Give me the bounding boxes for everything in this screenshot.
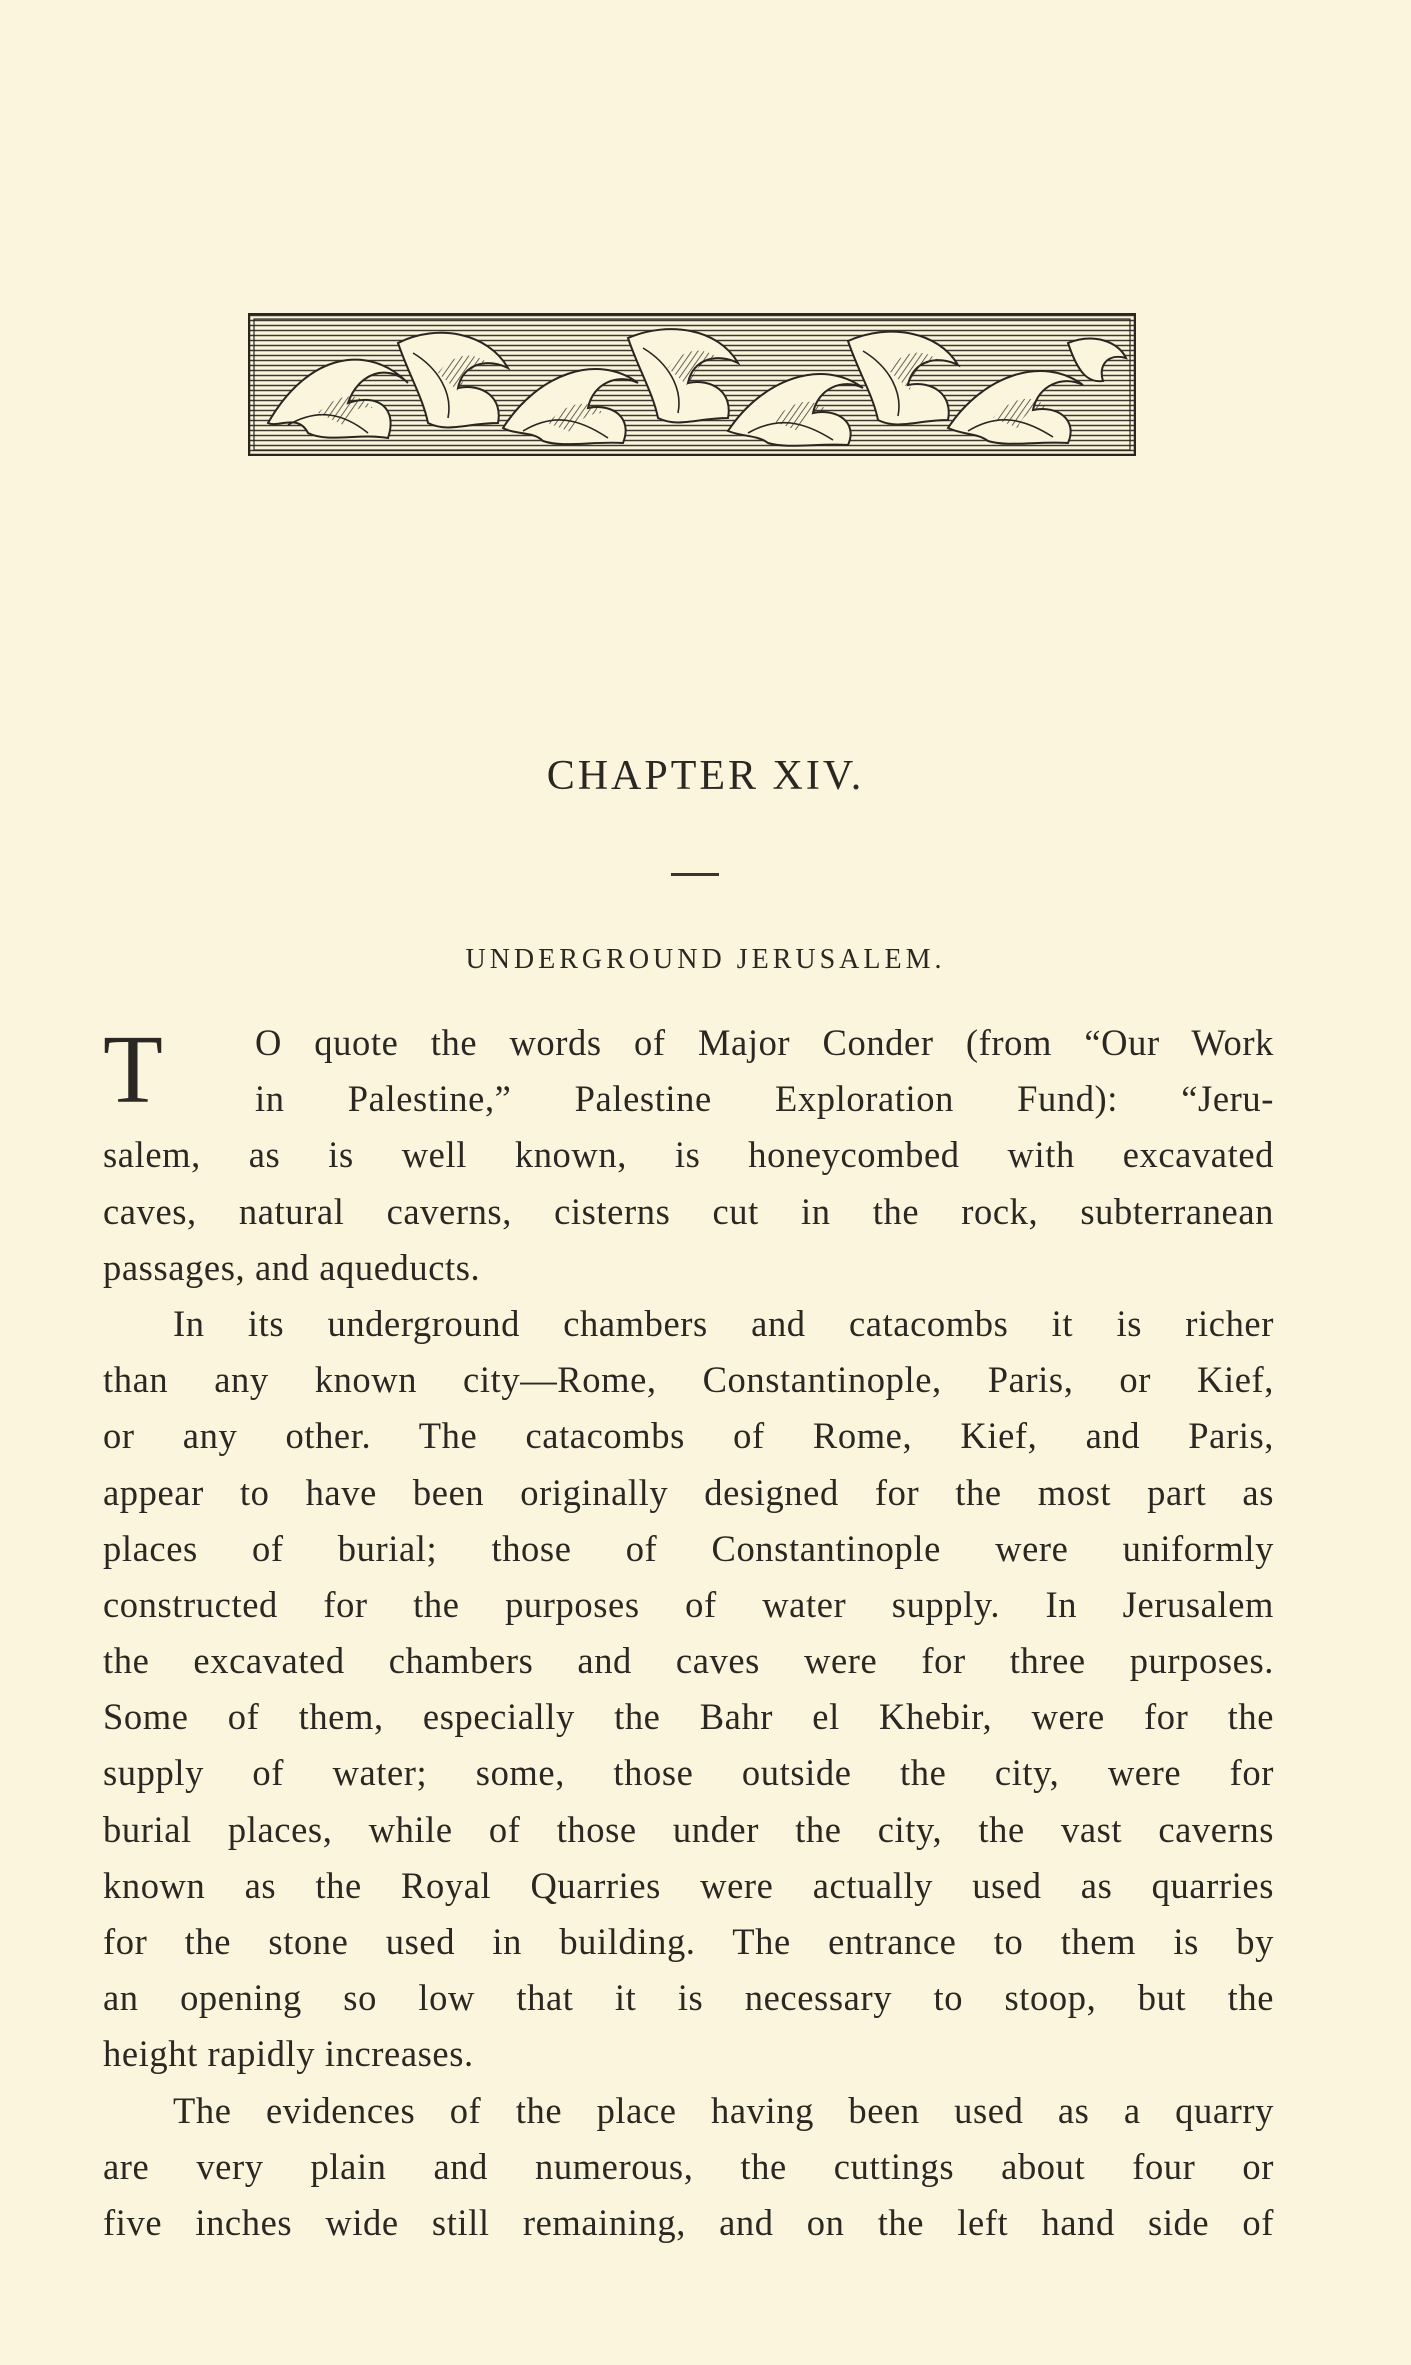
text-line: constructed for the purposes of water supply. In Jerusalem — [103, 1583, 1274, 1625]
paragraph-3 — [103, 2083, 1274, 2252]
text-line: an opening so low that it is necessary to stoop, but the — [103, 1977, 1274, 2019]
text-line: known as the Royal Quarries were actually used as quarries — [103, 1864, 1274, 1906]
text-line: burial places, while of those under the city, the vast caverns — [103, 1808, 1274, 1850]
acanthus-headpiece-ornament — [248, 313, 1136, 456]
paragraph-2 — [103, 1296, 1274, 2083]
text-line: passages, and aqueducts. — [103, 1246, 481, 1288]
chapter-heading: CHAPTER XIV. — [546, 753, 865, 799]
text-line: Some of them, especially the Bahr el Khebir, were for the — [103, 1696, 1274, 1738]
text-line: in Palestine,” Palestine Exploration Fund): “Jeru- — [255, 1078, 1274, 1120]
text-line: caves, natural caverns, cisterns cut in the rock, subterranean — [103, 1190, 1274, 1232]
text-line: are very plain and numerous, the cuttings about four or — [103, 2145, 1274, 2187]
acanthus-leaf-ornament-icon — [248, 313, 1136, 456]
text-line: The evidences of the place having been used as a quarry — [173, 2089, 1274, 2131]
text-line: height rapidly increases. — [103, 2033, 474, 2075]
text-line: than any known city—Rome, Constantinople, Paris, or Kief, — [103, 1359, 1274, 1401]
paragraph-1 — [103, 1015, 1274, 1296]
text-line: appear to have been originally designed for the most part as — [103, 1471, 1274, 1513]
text-line: for the stone used in building. The entrance to them is by — [103, 1921, 1274, 1962]
text-line: O quote the words of Major Conder (from “Our Work — [255, 1022, 1274, 1063]
section-heading: UNDERGROUND JERUSALEM. — [465, 944, 946, 975]
text-line: the excavated chambers and caves were for three purposes. — [103, 1640, 1274, 1682]
text-line: or any other. The catacombs of Rome, Kief, and Paris, — [103, 1415, 1274, 1457]
text-line: salem, as is well known, is honeycombed with excavated — [103, 1134, 1274, 1176]
text-line: five inches wide still remaining, and on the left hand side of — [103, 2201, 1274, 2243]
text-line: supply of water; some, those outside the city, were for — [103, 1752, 1274, 1794]
text-line: places of burial; those of Constantinople were uniformly — [103, 1527, 1274, 1569]
drop-cap-letter: T — [103, 1016, 163, 1124]
chapter-divider-rule — [671, 873, 719, 876]
text-line: In its underground chambers and catacombs it is richer — [173, 1302, 1274, 1344]
body-text — [103, 1015, 1274, 2251]
